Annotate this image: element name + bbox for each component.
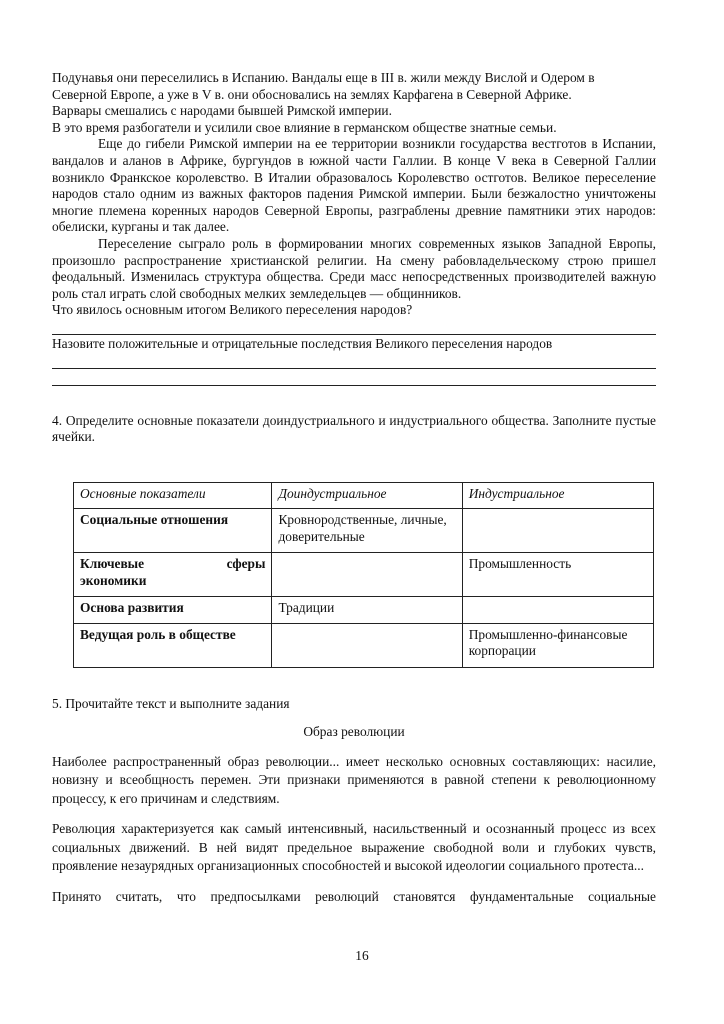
row-label-word: Ключевые bbox=[80, 556, 145, 572]
table-row bbox=[74, 509, 654, 553]
table-header-cell: Основные показатели bbox=[74, 482, 272, 509]
table-cell: Кровнородственные, личные, доверительные bbox=[272, 509, 462, 553]
text-line: Северной Европе, а уже в V в. они обосновались на землях Карфагена в Северной Африке. bbox=[52, 86, 572, 102]
table-cell-empty[interactable] bbox=[462, 597, 653, 624]
table-cell-empty[interactable] bbox=[462, 509, 653, 553]
text-line: Подунавья они переселились в Испанию. Вандалы еще в III в. жили между Вислой и Одером в bbox=[52, 70, 595, 85]
table-header-row bbox=[74, 482, 654, 509]
table-row bbox=[74, 597, 654, 624]
page-number: 16 bbox=[355, 948, 369, 963]
table-row bbox=[74, 623, 654, 667]
text-line: Варвары смешались с народами бывшей Римской империи. bbox=[52, 103, 392, 119]
row-label: Социальные отношения bbox=[74, 509, 272, 553]
row-label bbox=[74, 553, 272, 597]
paragraph-states: Еще до гибели Римской империи на ее территории возникли государства вестготов в Испании, вандалов и аланов в Африке, бургундов в южной части Галлии. В конце V века в Северной Галлии возникло Франкское королевство. В Италии образовалось Королевство остготов. Великое переселение народов стало одним из важных факторов падения Римской империи. Были безжалостно уничтожены многие племена коренных народов Северной Европы, разграблены древние памятники этих народов: обелиски, курганы и так далее. bbox=[52, 136, 656, 235]
row-label: Ведущая роль в обществе bbox=[74, 623, 272, 667]
revolution-paragraph-2: Революция характеризуется как самый интенсивный, насильственный и осознанный процесс из всех социальных движений. В ней видят предельное выражение свободной воли и глубоких чувств, проявление незаурядных организационных способностей и высокой идеологии социального протеста... bbox=[52, 821, 656, 874]
table-header-cell: Индустриальное bbox=[462, 482, 653, 509]
paragraph-migration-intro bbox=[52, 70, 656, 136]
question-main-result: Что явилось основным итогом Великого переселения народов? bbox=[52, 302, 413, 318]
text-title: Образ революции bbox=[303, 724, 405, 740]
table-cell: Традиции bbox=[272, 597, 462, 624]
society-indicators-table bbox=[73, 482, 654, 668]
answer-line[interactable] bbox=[52, 353, 656, 369]
revolution-paragraph-1: Наиболее распространенный образ революции... имеет несколько основных составляющих: насилие, новизну и всеобщность перемен. Эти признаки применяются в равной степени к революционному процессу, к его причинам и следствиям. bbox=[52, 754, 656, 806]
table-cell-empty[interactable] bbox=[272, 623, 462, 667]
task-5-heading: 5. Прочитайте текст и выполните задания bbox=[52, 695, 290, 711]
answer-line[interactable] bbox=[52, 370, 656, 386]
table-cell-empty[interactable] bbox=[272, 553, 462, 597]
table-cell: Промышленно-финансовые корпорации bbox=[462, 623, 653, 667]
task-4-heading: 4. Определите основные показатели доиндустриального и индустриального общества. Заполните пустые ячейки. bbox=[52, 412, 656, 445]
answer-line[interactable] bbox=[52, 319, 656, 335]
document-page bbox=[52, 70, 656, 906]
table-header-cell: Доиндустриальное bbox=[272, 482, 462, 509]
revolution-paragraph-3: Принято считать, что предпосылками революций становятся фундаментальные социальные bbox=[52, 888, 656, 904]
text-line: В это время разбогатели и усилили свое влияние в германском обществе знатные семьи. bbox=[52, 119, 557, 135]
row-label-word: экономики bbox=[80, 572, 147, 588]
paragraph-consequences: Переселение сыграло роль в формировании многих современных языков Западной Европы, произошло распространение христианской религии. На смену рабовладельческому строю пришел феодальный. Изменилась структура общества. Среди масс непосредственных производителей важную роль стал играть слой свободных мелких земледельцев — общинников. bbox=[52, 235, 656, 301]
row-label: Основа развития bbox=[74, 597, 272, 624]
table-cell: Промышленность bbox=[462, 553, 653, 597]
row-label-word: сферы bbox=[226, 556, 266, 572]
table-row bbox=[74, 553, 654, 597]
question-consequences: Назовите положительные и отрицательные последствия Великого переселения народов bbox=[52, 335, 553, 351]
